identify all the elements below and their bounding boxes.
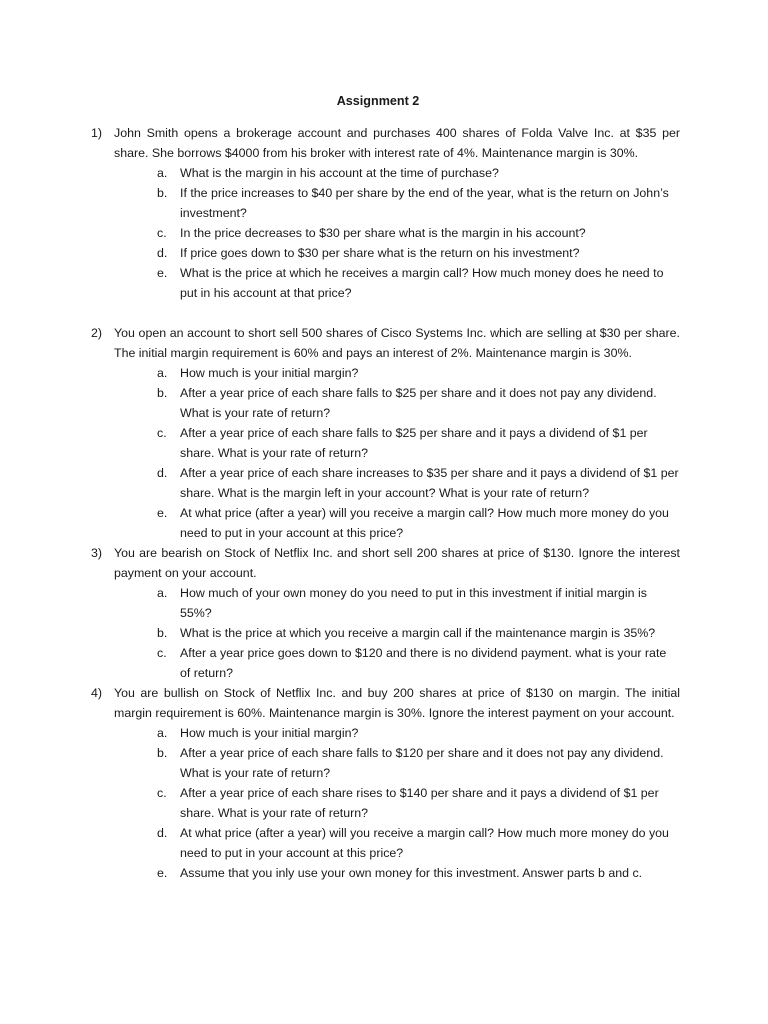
question-list bbox=[91, 123, 680, 883]
question-part bbox=[157, 863, 680, 883]
part-text: After a year price of each share increases to $35 per share and it pays a dividend of $1 per share. What is the margin left in your account? What is your rate of return? bbox=[180, 466, 679, 500]
part-letter: b. bbox=[157, 626, 168, 640]
question-part bbox=[157, 743, 680, 783]
question-part bbox=[157, 783, 680, 823]
part-text: After a year price of each share falls to $120 per share and it does not pay any dividend. What is your rate of return? bbox=[180, 746, 664, 780]
part-letter: a. bbox=[157, 366, 168, 380]
question-part bbox=[157, 643, 680, 683]
question-number: 3) bbox=[91, 546, 103, 560]
part-letter: d. bbox=[157, 826, 168, 840]
question-part bbox=[157, 623, 680, 643]
question-number: 4) bbox=[91, 686, 103, 700]
part-text: How much is your initial margin? bbox=[180, 726, 359, 740]
part-letter: b. bbox=[157, 746, 168, 760]
part-letter: a. bbox=[157, 166, 168, 180]
question-number: 1) bbox=[91, 126, 103, 140]
part-letter: b. bbox=[157, 386, 168, 400]
question-part bbox=[157, 183, 680, 223]
part-text: In the price decreases to $30 per share what is the margin in his account? bbox=[180, 226, 586, 240]
part-text: How much is your initial margin? bbox=[180, 366, 359, 380]
part-letter: c. bbox=[157, 646, 167, 660]
question-part bbox=[157, 363, 680, 383]
question-2 bbox=[91, 323, 680, 543]
part-letter: a. bbox=[157, 726, 168, 740]
question-parts bbox=[114, 583, 680, 683]
question-part bbox=[157, 723, 680, 743]
part-text: After a year price of each share falls to $25 per share and it pays a dividend of $1 per share. What is your rate of return? bbox=[180, 426, 648, 460]
part-letter: b. bbox=[157, 186, 168, 200]
part-text: At what price (after a year) will you receive a margin call? How much more money do you need to put in your account at this price? bbox=[180, 826, 669, 860]
question-text: You are bullish on Stock of Netflix Inc. and buy 200 shares at price of $130 on margin. The initial margin requirement is 60%. Maintenance margin is 30%. Ignore the interest payment on your account. bbox=[114, 686, 680, 720]
part-letter: e. bbox=[157, 266, 168, 280]
question-part bbox=[157, 223, 680, 243]
question-number: 2) bbox=[91, 326, 103, 340]
question-parts bbox=[114, 723, 680, 883]
part-text: After a year price of each share falls to $25 per share and it does not pay any dividend. What is your rate of return? bbox=[180, 386, 657, 420]
question-part bbox=[157, 243, 680, 263]
question-text: You open an account to short sell 500 shares of Cisco Systems Inc. which are selling at $30 per share. The initial margin requirement is 60% and pays an interest of 2%. Maintenance margin is 30%. bbox=[114, 326, 680, 360]
part-text: At what price (after a year) will you receive a margin call? How much more money do you need to put in your account at this price? bbox=[180, 506, 669, 540]
part-text: Assume that you inly use your own money for this investment. Answer parts b and c. bbox=[180, 866, 643, 880]
question-1 bbox=[91, 123, 680, 303]
question-parts bbox=[114, 163, 680, 303]
page-title: Assignment 2 bbox=[336, 94, 420, 108]
part-letter: d. bbox=[157, 246, 168, 260]
question-part bbox=[157, 263, 680, 303]
part-letter: c. bbox=[157, 786, 167, 800]
question-text: You are bearish on Stock of Netflix Inc. and short sell 200 shares at price of $130. Ignore the interest payment on your account. bbox=[114, 546, 680, 580]
part-text: After a year price of each share rises to $140 per share and it pays a dividend of $1 per share. What is your rate of return? bbox=[180, 786, 659, 820]
part-text: What is the price at which you receive a margin call if the maintenance margin is 35%? bbox=[180, 626, 656, 640]
question-part bbox=[157, 383, 680, 423]
question-part bbox=[157, 163, 680, 183]
part-text: What is the price at which he receives a margin call? How much money does he need to put in his account at that price? bbox=[180, 266, 664, 300]
question-part bbox=[157, 423, 680, 463]
question-text: John Smith opens a brokerage account and purchases 400 shares of Folda Valve Inc. at $35 per share. She borrows $4000 from his broker with interest rate of 4%. Maintenance margin is 30%. bbox=[114, 126, 680, 160]
part-text: What is the margin in his account at the time of purchase? bbox=[180, 166, 499, 180]
question-part bbox=[157, 463, 680, 503]
question-part bbox=[157, 583, 680, 623]
question-part bbox=[157, 503, 680, 543]
part-letter: a. bbox=[157, 586, 168, 600]
part-letter: c. bbox=[157, 226, 167, 240]
part-letter: e. bbox=[157, 506, 168, 520]
part-text: If the price increases to $40 per share by the end of the year, what is the return on John’s investment? bbox=[180, 186, 669, 220]
question-parts bbox=[114, 363, 680, 543]
question-4 bbox=[91, 683, 680, 883]
question-part bbox=[157, 823, 680, 863]
part-letter: e. bbox=[157, 866, 168, 880]
part-letter: c. bbox=[157, 426, 167, 440]
part-text: After a year price goes down to $120 and there is no dividend payment. what is your rate of return? bbox=[180, 646, 667, 680]
question-3 bbox=[91, 543, 680, 683]
part-text: How much of your own money do you need to put in this investment if initial margin is 55%? bbox=[180, 586, 647, 620]
part-text: If price goes down to $30 per share what is the return on his investment? bbox=[180, 246, 580, 260]
part-letter: d. bbox=[157, 466, 168, 480]
